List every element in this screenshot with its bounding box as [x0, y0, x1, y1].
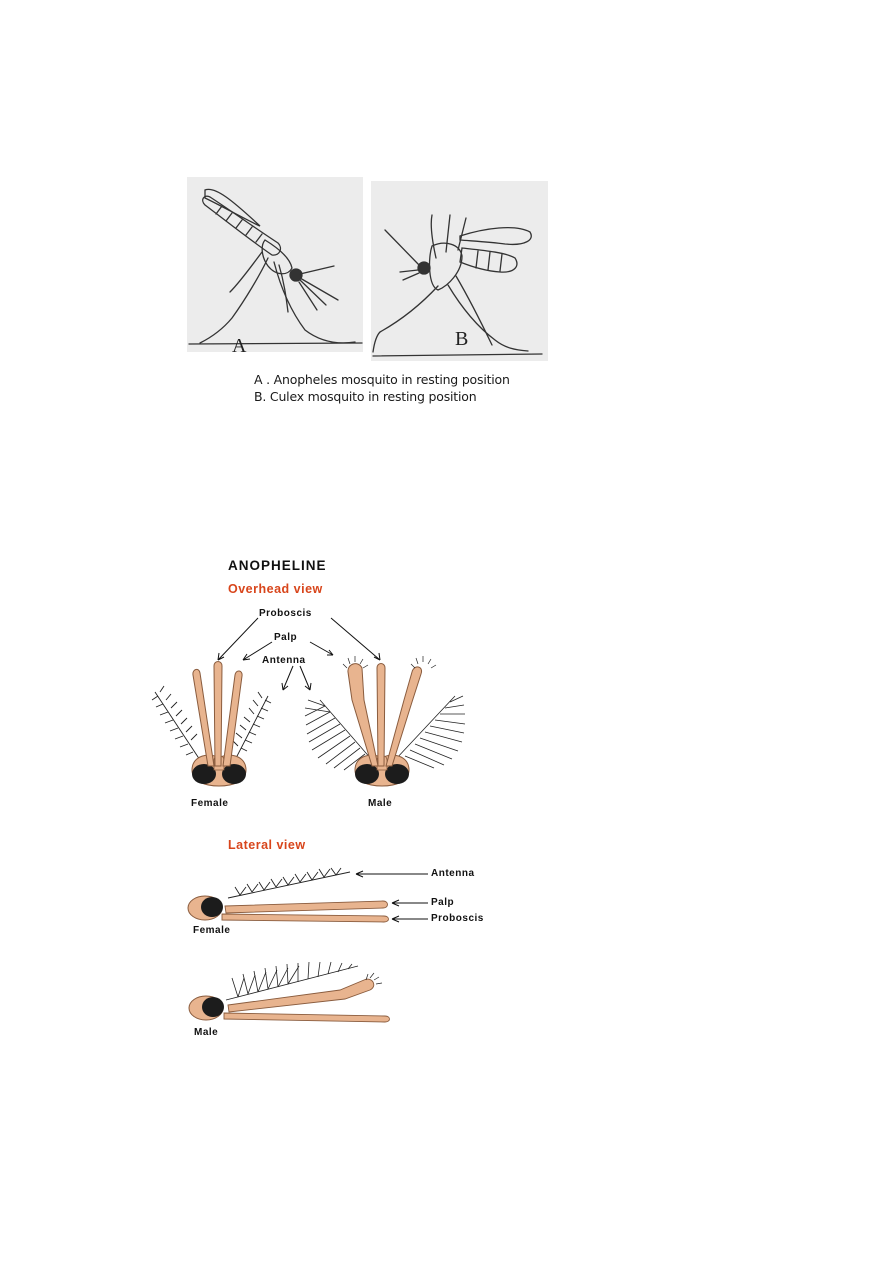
label-palp-lateral: Palp [431, 897, 455, 908]
label-palp-overhead: Palp [274, 632, 298, 643]
lateral-view-title: Lateral view [228, 838, 306, 852]
label-female-lateral: Female [193, 925, 231, 936]
overhead-view-title: Overhead view [228, 582, 323, 596]
caption-b: B. Culex mosquito in resting position [254, 389, 477, 404]
anopheline-title: ANOPHELINE [228, 558, 327, 573]
label-male-overhead: Male [368, 798, 393, 809]
label-proboscis-overhead: Proboscis [259, 608, 312, 619]
label-female-overhead: Female [191, 798, 229, 809]
caption-a: A . Anopheles mosquito in resting position [254, 372, 510, 387]
label-male-lateral: Male [194, 1027, 219, 1038]
label-b: B [455, 328, 469, 350]
female-lateral [188, 868, 389, 922]
label-a: A [232, 335, 247, 357]
label-antenna-lateral: Antenna [431, 868, 475, 879]
label-proboscis-lateral: Proboscis [431, 913, 484, 924]
label-antenna-overhead: Antenna [262, 655, 306, 666]
male-lateral [189, 962, 390, 1022]
